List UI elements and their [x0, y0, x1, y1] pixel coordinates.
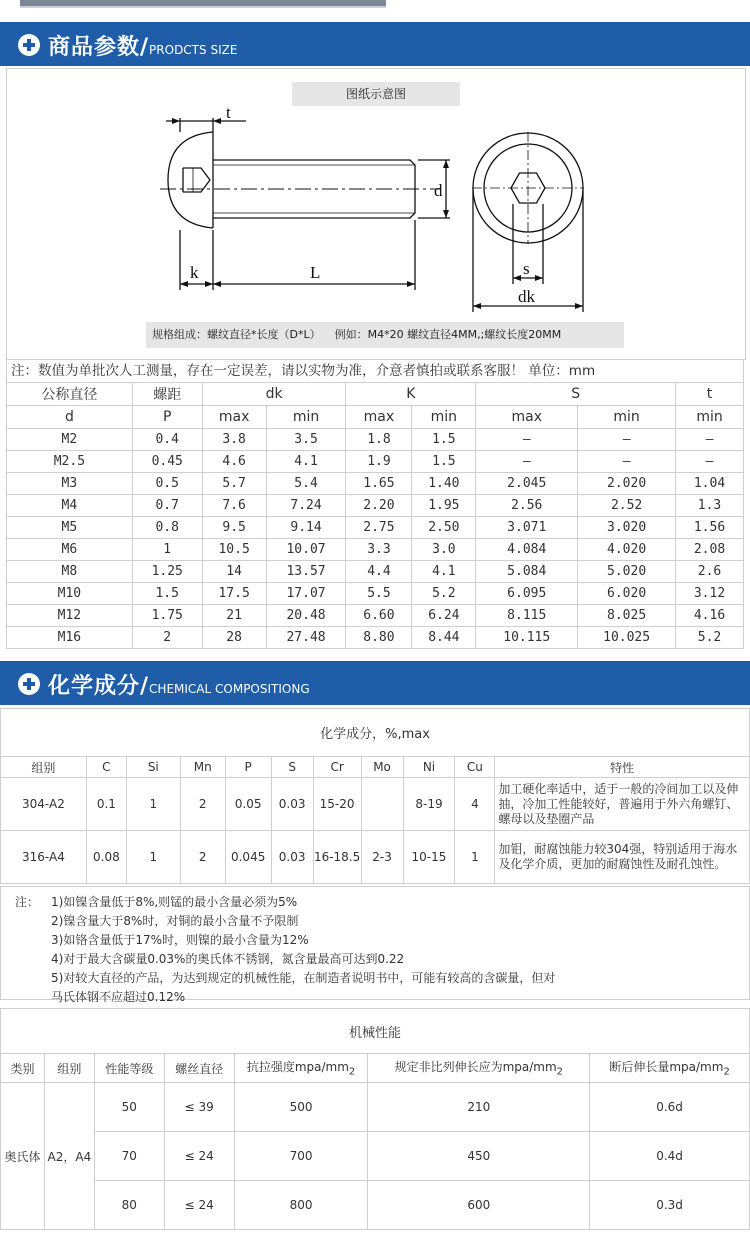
label-L: L — [310, 263, 321, 282]
value-cell: 27.48 — [266, 627, 346, 649]
chemical-table — [0, 708, 750, 884]
value-cell: 17.5 — [202, 583, 266, 605]
chem-header: Mo — [361, 757, 403, 778]
mech-cell: 70 — [94, 1132, 164, 1181]
mech-cell: 0.4d — [590, 1132, 750, 1181]
chem-cell: 8-19 — [403, 778, 455, 831]
value-cell: 3.0 — [412, 539, 476, 561]
chem-cell: 1 — [126, 778, 180, 831]
chem-cell: 0.03 — [271, 831, 313, 884]
chem-header: Cr — [313, 757, 361, 778]
chem-cell: 10-15 — [403, 831, 455, 884]
chem-cell: 316-A4 — [1, 831, 87, 884]
subheader-cell: min — [676, 406, 744, 429]
value-cell: 0.7 — [132, 495, 202, 517]
value-cell: 1.8 — [346, 429, 412, 451]
chemical-table-title: 化学成分，%,max — [1, 709, 750, 757]
note-line: 2)镍含量大于8%时，对铜的最小含量不予限制 — [51, 914, 299, 928]
value-cell: 1.3 — [676, 495, 744, 517]
mech-header: 性能等级 — [94, 1054, 164, 1083]
drawing-title: 图纸示意图 — [292, 82, 460, 106]
value-cell: 8.115 — [476, 605, 578, 627]
table-row — [7, 561, 744, 583]
value-cell: 9.14 — [266, 517, 346, 539]
table-row — [7, 605, 744, 627]
chem-header: Mn — [180, 757, 225, 778]
value-cell: – — [578, 451, 676, 473]
value-cell: 3.3 — [346, 539, 412, 561]
size-cell: M5 — [7, 517, 133, 539]
note-line: 3)如铬含量低于17%时，则镍的最小含量为12% — [51, 933, 309, 947]
value-cell: 28 — [202, 627, 266, 649]
mech-cell: 800 — [234, 1181, 368, 1230]
value-cell: 0.5 — [132, 473, 202, 495]
notes-label: 注： — [15, 895, 40, 909]
value-cell: 0.8 — [132, 517, 202, 539]
value-cell: 4.1 — [266, 451, 346, 473]
value-cell: 1.5 — [412, 429, 476, 451]
value-cell: 3.8 — [202, 429, 266, 451]
value-cell: 10.025 — [578, 627, 676, 649]
value-cell: 1.75 — [132, 605, 202, 627]
table-row — [7, 539, 744, 561]
chem-cell: 304-A2 — [1, 778, 87, 831]
value-cell: – — [578, 429, 676, 451]
mechanical-table — [0, 1008, 750, 1230]
chem-header: 组别 — [1, 757, 87, 778]
value-cell: 6.60 — [346, 605, 412, 627]
header-s: S — [476, 383, 676, 406]
value-cell: 10.5 — [202, 539, 266, 561]
label-d: d — [434, 181, 443, 200]
table-row — [7, 627, 744, 649]
chem-cell: 0.03 — [271, 778, 313, 831]
value-cell: 4.16 — [676, 605, 744, 627]
value-cell: 5.2 — [412, 583, 476, 605]
value-cell: 2.52 — [578, 495, 676, 517]
value-cell: 21 — [202, 605, 266, 627]
chem-header: 特性 — [495, 757, 750, 778]
mech-cell: 0.3d — [590, 1181, 750, 1230]
value-cell: 4.020 — [578, 539, 676, 561]
chem-cell: 1 — [126, 831, 180, 884]
mech-cell: 210 — [368, 1083, 590, 1132]
chem-cell — [361, 778, 403, 831]
value-cell: 5.2 — [676, 627, 744, 649]
value-cell: 4.4 — [346, 561, 412, 583]
value-cell: 1.5 — [412, 451, 476, 473]
table-row — [1, 1181, 750, 1230]
mech-cell: 500 — [234, 1083, 368, 1132]
value-cell: – — [676, 429, 744, 451]
note-line: 5)对较大直径的产品，为达到规定的机械性能，在制造者说明书中，可能有较高的含碳量，但对 — [51, 971, 556, 985]
chem-header: S — [271, 757, 313, 778]
value-cell: 2.045 — [476, 473, 578, 495]
value-cell: 1.56 — [676, 517, 744, 539]
subheader-cell: max — [346, 406, 412, 429]
value-cell: 9.5 — [202, 517, 266, 539]
subheader-cell: d — [7, 406, 133, 429]
header-k: K — [346, 383, 476, 406]
label-s: s — [523, 259, 530, 278]
chemical-notes — [0, 886, 750, 1004]
value-cell: 6.24 — [412, 605, 476, 627]
subheader-cell: min — [412, 406, 476, 429]
value-cell: 5.020 — [578, 561, 676, 583]
mech-header-proof: 规定非比列伸长应为mpa/$mm_2$ — [368, 1054, 590, 1083]
value-cell: 1.95 — [412, 495, 476, 517]
note-line: 1)如镍含量低于8%,则锰的最小含量必须为5% — [51, 895, 298, 909]
value-cell: 5.4 — [266, 473, 346, 495]
mech-cell: ≤ 24 — [164, 1181, 234, 1230]
value-cell: 7.24 — [266, 495, 346, 517]
table-subheader-row — [7, 406, 744, 429]
chem-cell: 2 — [180, 831, 225, 884]
value-cell: 1.40 — [412, 473, 476, 495]
value-cell: 1.65 — [346, 473, 412, 495]
value-cell: 20.48 — [266, 605, 346, 627]
header-dk: dk — [202, 383, 346, 406]
value-cell: 17.07 — [266, 583, 346, 605]
mech-cell: 600 — [368, 1181, 590, 1230]
value-cell: 1.5 — [132, 583, 202, 605]
chem-cell: 2 — [180, 778, 225, 831]
chem-cell: 15-20 — [313, 778, 361, 831]
section-title: 化学成分/CHEMICAL COMPOSITIONG — [48, 674, 310, 699]
subheader-cell: max — [476, 406, 578, 429]
value-cell: – — [676, 451, 744, 473]
table-row — [1, 778, 750, 831]
mech-header: 组别 — [44, 1054, 94, 1083]
chem-property-cell: 加工硬化率适中，适于一般的冷间加工以及伸抽，冷加工性能较好，普遍用于外六角螺钉、螺母以及垫圈产品 — [495, 778, 750, 831]
value-cell: 6.020 — [578, 583, 676, 605]
chem-cell: 2-3 — [361, 831, 403, 884]
size-cell: M8 — [7, 561, 133, 583]
value-cell: 3.5 — [266, 429, 346, 451]
hex-socket — [183, 168, 210, 192]
subheader-cell: max — [202, 406, 266, 429]
value-cell: 0.4 — [132, 429, 202, 451]
table-row — [1, 831, 750, 884]
value-cell: 5.084 — [476, 561, 578, 583]
value-cell: 8.80 — [346, 627, 412, 649]
mech-header-elongation: 断后伸长量mpa/$mm_2$ — [590, 1054, 750, 1083]
size-cell: M12 — [7, 605, 133, 627]
note-line: 马氏体钢不应超过0.12% — [51, 990, 186, 1004]
section-title: 商品参数/PRODCTS SIZE — [48, 35, 238, 60]
chem-cell: 0.05 — [225, 778, 271, 831]
mech-cell: 50 — [94, 1083, 164, 1132]
dimension-table — [6, 382, 744, 649]
size-cell: M3 — [7, 473, 133, 495]
value-cell: – — [476, 429, 578, 451]
table-row — [7, 473, 744, 495]
subheader-cell: P — [132, 406, 202, 429]
table-row — [1, 1132, 750, 1181]
chem-cell: 0.1 — [86, 778, 126, 831]
mech-category: 奥氏体 — [1, 1083, 45, 1230]
table-row — [7, 451, 744, 473]
table-row — [7, 495, 744, 517]
value-cell: 14 — [202, 561, 266, 583]
chem-cell: 16-18.5 — [313, 831, 361, 884]
size-cell: M6 — [7, 539, 133, 561]
value-cell: 2.020 — [578, 473, 676, 495]
bolt-diagram — [0, 0, 750, 360]
dimension-table-body — [7, 429, 744, 649]
label-t: t — [226, 103, 231, 122]
mechanical-table-title: 机械性能 — [1, 1009, 750, 1054]
chem-cell: 1 — [455, 831, 495, 884]
measurement-note: 注：数值为单批次人工测量，存在一定误差，请以实物为准，介意者慎拍或联系客服！ 单位：mm — [6, 360, 744, 382]
mech-cell: 450 — [368, 1132, 590, 1181]
mech-header: 螺丝直径 — [164, 1054, 234, 1083]
spec-caption — [146, 322, 624, 348]
size-cell: M16 — [7, 627, 133, 649]
value-cell: 1.9 — [346, 451, 412, 473]
mech-header: 类别 — [1, 1054, 45, 1083]
value-cell: 1 — [132, 539, 202, 561]
header-t: t — [676, 383, 744, 406]
mech-cell: ≤ 39 — [164, 1083, 234, 1132]
value-cell: 6.095 — [476, 583, 578, 605]
chem-cell: 0.08 — [86, 831, 126, 884]
mech-cell: 0.6d — [590, 1083, 750, 1132]
table-row — [1, 1083, 750, 1132]
value-cell: 2 — [132, 627, 202, 649]
table-row — [7, 429, 744, 451]
size-cell: M4 — [7, 495, 133, 517]
value-cell: 5.7 — [202, 473, 266, 495]
value-cell: 2.50 — [412, 517, 476, 539]
value-cell: 3.020 — [578, 517, 676, 539]
chem-header: Si — [126, 757, 180, 778]
subheader-cell: min — [266, 406, 346, 429]
plus-circle-icon — [18, 673, 40, 695]
value-cell: 13.57 — [266, 561, 346, 583]
value-cell: 8.025 — [578, 605, 676, 627]
value-cell: 0.45 — [132, 451, 202, 473]
header-nominal-diameter: 公称直径 — [7, 383, 133, 406]
bolt-head-outline — [168, 132, 213, 228]
value-cell: 8.44 — [412, 627, 476, 649]
size-cell: M2.5 — [7, 451, 133, 473]
value-cell: 2.08 — [676, 539, 744, 561]
chem-header: P — [225, 757, 271, 778]
value-cell: 10.115 — [476, 627, 578, 649]
chem-header: C — [86, 757, 126, 778]
subheader-cell: min — [578, 406, 676, 429]
value-cell: 4.1 — [412, 561, 476, 583]
mech-cell: 80 — [94, 1181, 164, 1230]
value-cell: – — [476, 451, 578, 473]
value-cell: 1.04 — [676, 473, 744, 495]
value-cell: 4.6 — [202, 451, 266, 473]
value-cell: 2.20 — [346, 495, 412, 517]
mech-header-tensile: 抗拉强度mpa/$mm_2$ — [234, 1054, 368, 1083]
value-cell: 5.5 — [346, 583, 412, 605]
label-dk: dk — [518, 287, 535, 306]
value-cell: 3.12 — [676, 583, 744, 605]
chem-header: Cu — [455, 757, 495, 778]
chem-cell: 4 — [455, 778, 495, 831]
header-pitch: 螺距 — [132, 383, 202, 406]
value-cell: 7.6 — [202, 495, 266, 517]
value-cell: 2.75 — [346, 517, 412, 539]
spec-format: 规格组成：螺纹直径*长度（D*L） — [152, 328, 321, 341]
value-cell: 3.071 — [476, 517, 578, 539]
chem-header: Ni — [403, 757, 455, 778]
mech-cell: ≤ 24 — [164, 1132, 234, 1181]
table-header-row — [7, 383, 744, 406]
size-cell: M10 — [7, 583, 133, 605]
spec-example: 例如：M4*20 螺纹直径4MM,;螺纹长度20MM — [334, 328, 562, 341]
section-subtitle: PRODCTS SIZE — [149, 43, 238, 57]
table-row — [7, 583, 744, 605]
label-k: k — [190, 263, 199, 282]
note-line: 4)对于最大含碳量0.03%的奥氏体不锈钢，氮含量最高可达到0.22 — [51, 952, 405, 966]
size-cell: M2 — [7, 429, 133, 451]
section-subtitle: CHEMICAL COMPOSITIONG — [149, 682, 310, 696]
value-cell: 10.07 — [266, 539, 346, 561]
value-cell: 1.25 — [132, 561, 202, 583]
mech-cell: 700 — [234, 1132, 368, 1181]
table-row — [7, 517, 744, 539]
mech-group: A2，A4 — [44, 1083, 94, 1230]
chem-property-cell: 加钼，耐腐蚀能力较304强，特别适用于海水及化学介质，更加的耐腐蚀性及耐孔蚀性。 — [495, 831, 750, 884]
value-cell: 4.084 — [476, 539, 578, 561]
value-cell: 2.6 — [676, 561, 744, 583]
chem-cell: 0.045 — [225, 831, 271, 884]
section-banner-chemical — [0, 661, 750, 705]
value-cell: 2.56 — [476, 495, 578, 517]
